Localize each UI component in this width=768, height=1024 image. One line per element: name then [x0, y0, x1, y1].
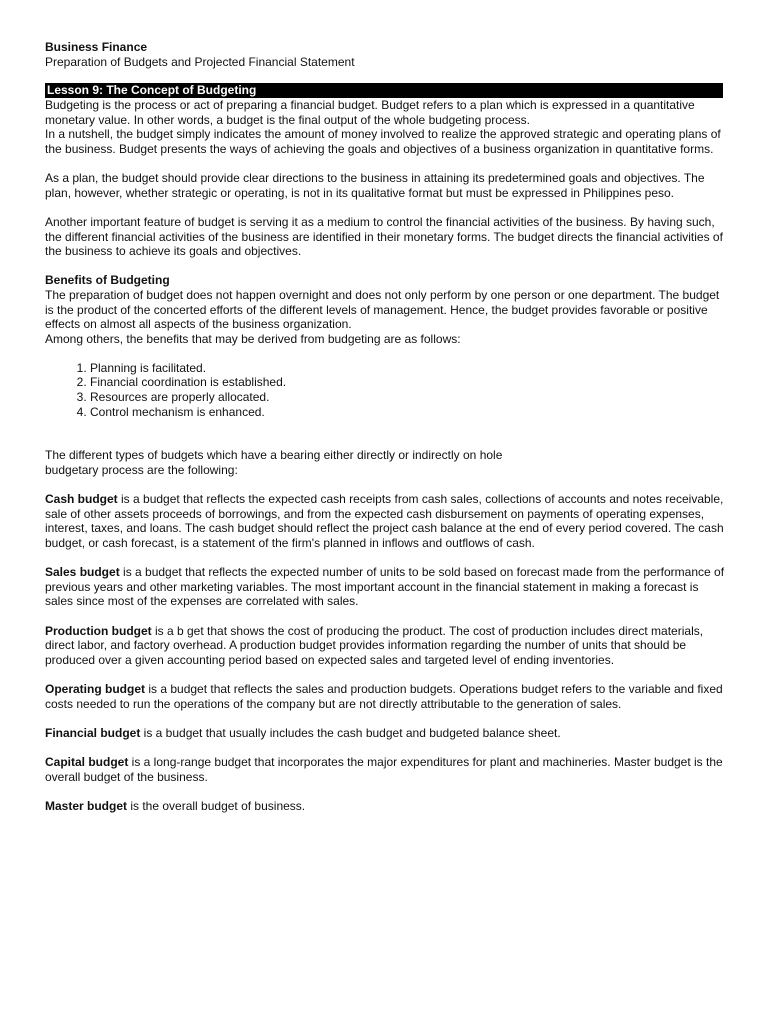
- course-title: Business Finance: [45, 40, 148, 54]
- term-definition: is a budget that usually includes the cash budget and budgeted balance sheet.: [140, 725, 561, 740]
- term-definition: is the overall budget of business.: [127, 798, 306, 813]
- benefits-paragraph-2: Among others, the benefits that may be derived from budgeting are as follows:: [45, 331, 461, 346]
- list-item: 4. Control mechanism is enhanced.: [90, 405, 728, 420]
- sales-budget-paragraph: [45, 565, 728, 609]
- term-label: Operating budget: [45, 681, 145, 696]
- lesson-title-bar: Lesson 9: The Concept of Budgeting: [45, 83, 723, 98]
- list-item: 2. Financial coordination is established.: [90, 375, 728, 390]
- list-item: 3. Resources are properly allocated.: [90, 390, 728, 405]
- term-definition: is a budget that reflects the expected cash receipts from cash sales, collections of accounts and notes receivable, sale of other assets proceeds of borrowings, and from the expected cash disbursement on payments of operating expenses, interest, taxes, and loans. The cash budget should reflect the project cash balance at the end of every period covered. The cash budget, or cash forecast, is a statement of the firm's planned in inflows and outflows of cash.: [45, 492, 724, 550]
- term-definition: is a long-range budget that incorporates the major expenditures for plant and machineries. Master budget is the overall budget of the business.: [45, 754, 723, 784]
- intro-paragraph-1b: In a nutshell, the budget simply indicates the amount of money involved to realize the approved strategic and operating plans of the business. Budget presents the ways of achieving the goals and objectives of a business organization in quantitative forms.: [45, 127, 721, 156]
- capital-budget-paragraph: [45, 755, 728, 784]
- master-budget-paragraph: [45, 799, 728, 814]
- term-definition: is a budget that reflects the sales and production budgets. Operations budget refers to the variable and fixed costs needed to run the operations of the company but are not directly attributable to the generation of sales.: [45, 681, 723, 711]
- benefits-list: [45, 361, 728, 419]
- benefits-paragraph-1: The preparation of budget does not happen overnight and does not only perform by one person or one department. The budget is the product of the concerted efforts of the different levels of management. Hence, the budget provides favorable or positive effects on almost all aspects of the business organization.: [45, 287, 720, 332]
- intro-paragraph-3: Another important feature of budget is serving it as a medium to control the financial activities of the business. By having such, the different financial activities of the business are identified in their monetary forms. The budget directs the financial activities of the business to achieve its goals and objectives.: [45, 214, 723, 259]
- operating-budget-paragraph: [45, 682, 728, 711]
- term-label: Capital budget: [45, 754, 129, 769]
- financial-budget-paragraph: [45, 726, 728, 741]
- cash-budget-paragraph: [45, 492, 728, 550]
- types-intro: The different types of budgets which have a bearing either directly or indirectly on hole budgetary process are the following:: [45, 448, 503, 478]
- list-item: 1. Planning is facilitated.: [90, 361, 728, 376]
- term-label: Master budget: [45, 798, 128, 813]
- benefits-heading: Benefits of Budgeting: [45, 273, 170, 288]
- term-label: Financial budget: [45, 725, 141, 740]
- course-subtitle: Preparation of Budgets and Projected Financial Statement: [45, 54, 355, 69]
- term-label: Production budget: [45, 623, 152, 638]
- term-definition: is a b get that shows the cost of producing the product. The cost of production includes direct materials, direct labor, and factory overhead. A production budget provides information regarding the number of units that should be produced over a given accounting period based on expected sales and targeted level of ending inventories.: [45, 623, 704, 667]
- intro-paragraph-1a: Budgeting is the process or act of preparing a financial budget. Budget refers to a plan which is expressed in a quantitative monetary value. In other words, a budget is the final output of the whole budgeting process.: [45, 98, 695, 127]
- intro-paragraph-2: As a plan, the budget should provide clear directions to the business in attaining its predetermined goals and objectives. The plan, however, whether strategic or operating, is not in its qualitative format but must be expressed in Philippines peso.: [45, 171, 705, 200]
- term-definition: is a budget that reflects the expected number of units to be sold based on forecast made from the performance of previous years and other marketing variables. The most important account in the financial statement in making a forecast is sales since most of the expenses are correlated with sales.: [45, 565, 725, 609]
- term-label: Cash budget: [45, 492, 118, 507]
- term-label: Sales budget: [45, 565, 120, 580]
- production-budget-paragraph: [45, 624, 728, 668]
